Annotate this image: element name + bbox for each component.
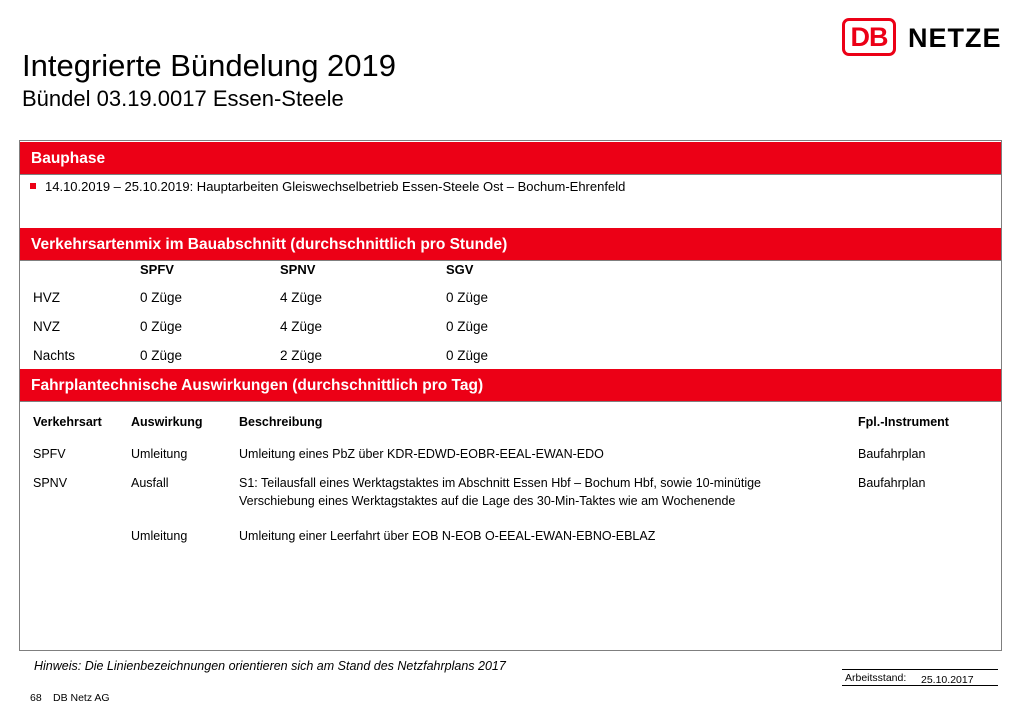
auswirkungen-heading: Fahrplantechnische Auswirkungen (durchschnittlich pro Tag) <box>20 369 1001 402</box>
column-header-auswirkung: Auswirkung <box>131 415 203 429</box>
column-header-verkehrsart: Verkehrsart <box>33 415 102 429</box>
table-cell: 0 Züge <box>446 348 489 363</box>
table-cell: S1: Teilausfall eines Werktagstaktes im Abschnitt Essen Hbf – Bochum Hbf, sowie 10-minütige Verschiebung eines Werktagstaktes auf die Lage des 30-Min-Taktes wie am Wochenende <box>239 476 762 508</box>
column-header-spfv: SPFV <box>140 262 174 277</box>
table-cell: 4 Züge <box>280 319 323 334</box>
table-cell: 0 Züge <box>140 319 183 334</box>
table-cell: 0 Züge <box>446 290 489 305</box>
arbeitsstand-label: Arbeitsstand: <box>845 672 907 684</box>
arbeitsstand-date: 25.10.2017 <box>921 674 974 686</box>
table-cell: 2 Züge <box>280 348 323 363</box>
table-cell: 0 Züge <box>140 348 183 363</box>
table-cell: Umleitung einer Leerfahrt über EOB N-EOB O-EEAL-EWAN-EBNO-EBLAZ <box>239 529 656 543</box>
table-cell: 0 Züge <box>140 290 183 305</box>
bauphase-item: 14.10.2019 – 25.10.2019: Hauptarbeiten Gleiswechselbetrieb Essen-Steele Ost – Bochum-Ehrenfeld <box>45 179 626 194</box>
column-header-sgv: SGV <box>446 262 474 277</box>
page-subtitle: Bündel 03.19.0017 Essen-Steele <box>22 86 344 111</box>
table-cell: 0 Züge <box>446 319 489 334</box>
table-cell: SPFV <box>33 447 66 461</box>
table-cell: Umleitung <box>131 447 188 461</box>
table-cell: Umleitung <box>131 529 188 543</box>
table-cell: SPNV <box>33 476 68 490</box>
db-logo-mark: DB <box>842 18 896 56</box>
divider <box>842 669 998 670</box>
hinweis-note: Hinweis: Die Linienbezeichnungen orientieren sich am Stand des Netzfahrplans 2017 <box>34 659 506 673</box>
column-header-beschreibung: Beschreibung <box>239 415 323 429</box>
table-cell: Baufahrplan <box>858 476 926 490</box>
page-number: 68 <box>30 692 42 704</box>
divider <box>842 685 998 686</box>
table-cell: Umleitung eines PbZ über KDR-EDWD-EOBR-EEAL-EWAN-EDO <box>239 447 604 461</box>
table-cell: 4 Züge <box>280 290 323 305</box>
page-title: Integrierte Bündelung 2019 <box>22 48 397 83</box>
column-header-spnv: SPNV <box>280 262 316 277</box>
netze-wordmark: NETZE <box>908 23 1002 53</box>
footer-company: DB Netz AG <box>53 692 110 704</box>
square-bullet-icon <box>30 183 36 189</box>
column-header-fpl-instrument: Fpl.-Instrument <box>858 415 949 429</box>
bauphase-heading: Bauphase <box>20 142 1001 175</box>
row-label: HVZ <box>33 290 60 305</box>
verkehrsmix-heading: Verkehrsartenmix im Bauabschnitt (durchschnittlich pro Stunde) <box>20 228 1001 261</box>
row-label: Nachts <box>33 348 76 363</box>
row-label: NVZ <box>33 319 60 334</box>
table-cell: Baufahrplan <box>858 447 926 461</box>
table-cell: Ausfall <box>131 476 169 490</box>
